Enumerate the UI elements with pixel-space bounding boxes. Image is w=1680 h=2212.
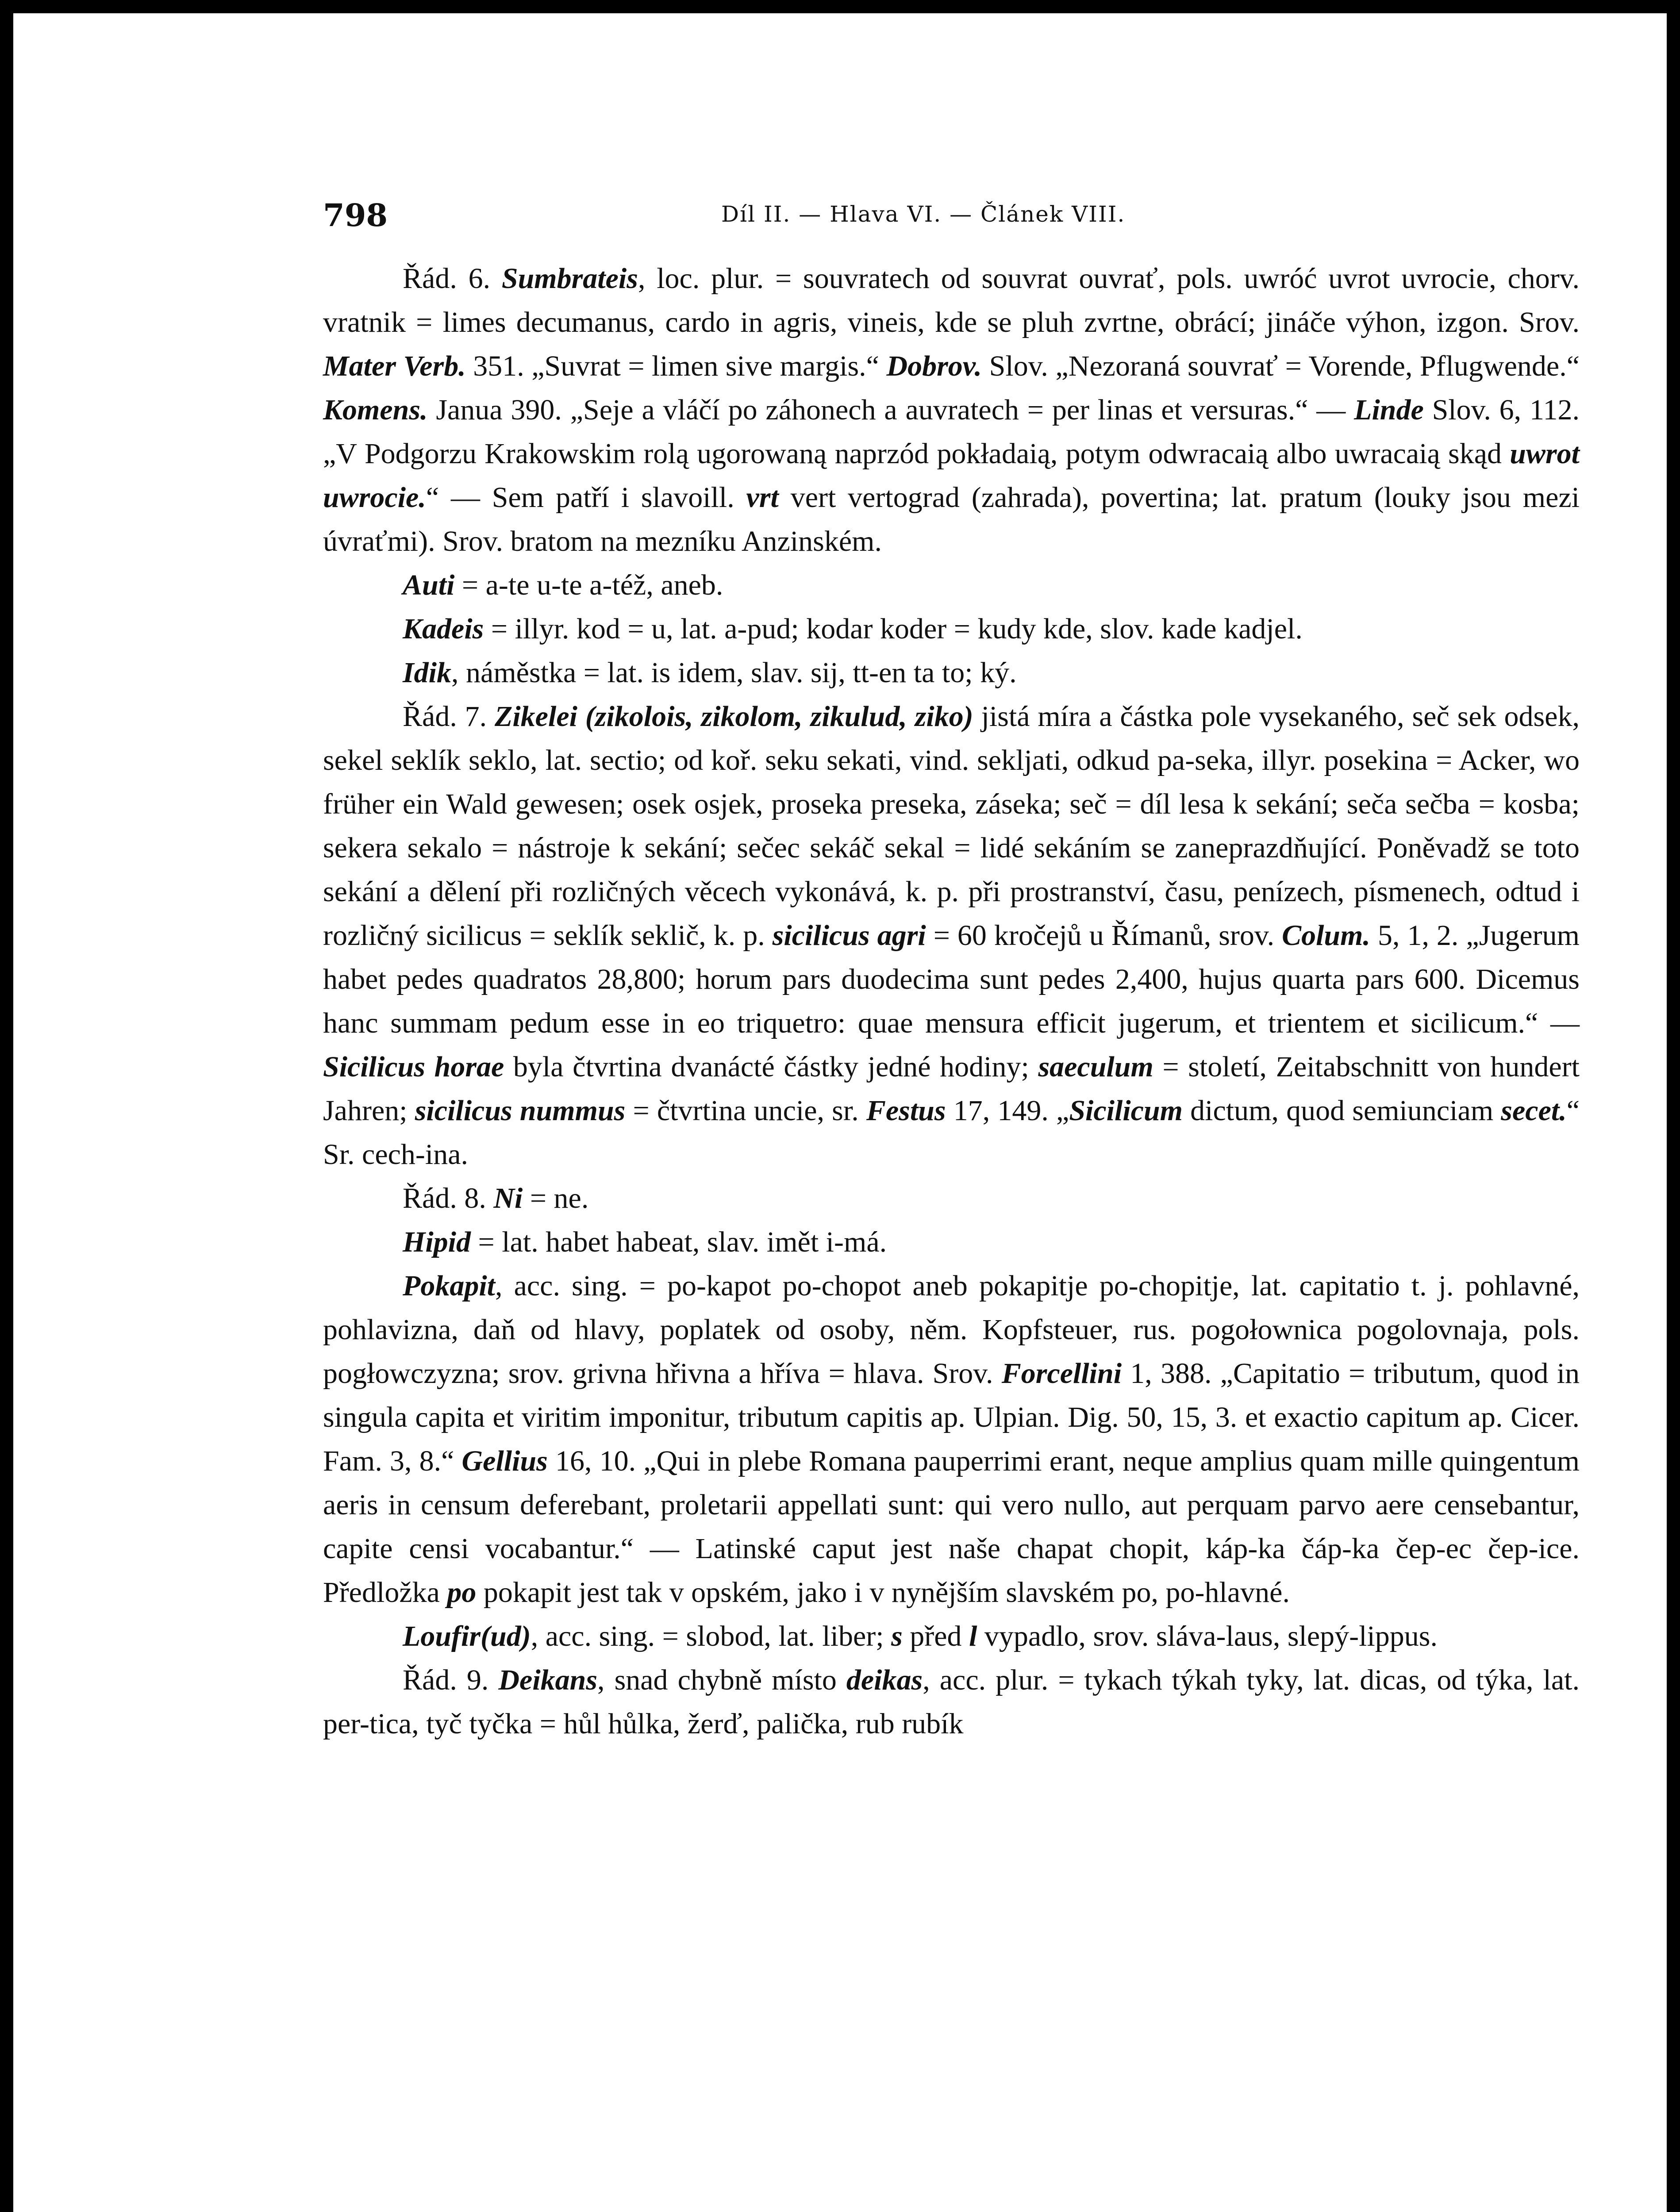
italic-term: saeculum [1038,1051,1153,1083]
italic-term: Sicilicum [1069,1094,1183,1127]
text-run: , loc. plur. = souvratech od souvrat ouvrať, pols. uwróć uvrot uvrocie, chorv. vratnik = limes decumanus, cardo in agris, vineis, kde se pluh zvrtne, obrácí; jináče výhon, izgon. Srov. [323,262,1580,338]
paragraph [323,651,1580,695]
italic-term: sicilicus agri [772,919,926,952]
italic-term: s [891,1620,903,1652]
text-run: Janua 390. „Seje a vláčí po záhonech a auvratech = per linas et versuras.“ — [427,394,1354,426]
italic-term: Linde [1354,394,1424,426]
text-run: , snad chybně místo [597,1664,846,1696]
text-run: vypadlo, srov. sláva-laus, slepý-lippus. [977,1620,1438,1652]
text-run: 351. „Suvrat = limen sive margis.“ [465,350,887,382]
text-run: = lat. habet habeat, slav. imět i-má. [471,1226,887,1258]
italic-term: Gellius [461,1445,548,1477]
text-run: jistá míra a částka pole vysekaného, seč sek odsek, sekel seklík seklo, lat. sectio; od koř. seku sekati, vind. sekljati, odkud pa-seka, illyr. posekina = Acker, wo früher ein Wald gewesen; osek osjek, proseka preseka, záseka; seč = díl lesa k sekání; seča sečba = kosba; sekera sekalo = nástroje k sekání; sečec sekáč sekal = lidé sekáním se zaneprazdňující. Poněvadž se toto sekání a dělení při rozličných věcech vykonává, k. p. při prostranství, času, penízech, písmenech, odtud i rozličný sicilicus = seklík seklič, k. p. [323,700,1580,952]
paragraph [323,1264,1580,1614]
italic-term: Dobrov. [886,350,982,382]
text-run: Řád. 8. [403,1182,494,1214]
paragraph [323,695,1580,1176]
italic-term: Sicilicus horae [323,1051,504,1083]
italic-term: po [447,1576,477,1609]
page-number: 798 [323,197,388,234]
italic-term: Pokapit [403,1270,495,1302]
paragraph [323,1176,1580,1220]
italic-term: Zikelei (zikolois, zikolom, zikulud, ziko) [495,700,973,733]
paragraph [323,1220,1580,1264]
text-run: , acc. sing. = slobod, lat. liber; [531,1620,892,1652]
text-run: , acc. plur. = tykach týkah tyky, lat. dicas, od týka, lat. per-tica, tyč tyčka = hůl hůlka, žerď, palička, rub rubík [323,1664,1580,1740]
text-run: , náměstka = lat. is idem, slav. sij, tt-en ta to; ký. [451,657,1017,689]
text-run: = čtvrtina uncie, sr. [625,1094,866,1127]
italic-term: Auti [403,569,455,601]
text-run: Slov. 6, 112. „V Podgorzu Krakowskim rolą ugorowaną naprzód pokładaią, potym odwracaią albo uwracaią skąd [323,394,1580,470]
text-run: = 60 kročejů u Římanů, srov. [926,919,1282,952]
paragraph [323,1614,1580,1658]
text-run: vert vertograd (zahrada), povertina; lat. pratum (louky jsou mezi úvraťmi). Srov. bratom na mezníku Anzinském. [323,481,1580,557]
text-run: Řád. 9. [403,1664,499,1696]
text-run: = století, Zeitabschnitt von hundert Jahren; [323,1051,1580,1127]
italic-term: deikas [846,1664,923,1696]
italic-term: Deikans [498,1664,598,1696]
text-run: byla čtvrtina dvanácté částky jedné hodiny; [504,1051,1038,1083]
text-run: Slov. „Nezoraná souvrať = Vorende, Pflugwende.“ [982,350,1580,382]
page-header [323,197,1580,237]
paragraph [323,563,1580,607]
text-run: = illyr. kod = u, lat. a-pud; kodar koder = kudy kde, slov. kade kadjel. [484,613,1303,645]
text-run: = a-te u-te a-též, aneb. [454,569,723,601]
text-run: pokapit jest tak v opském, jako i v nynějším slavském po, po-hlavné. [476,1576,1290,1609]
italic-term: Forcellini [1001,1357,1122,1390]
italic-term: Kadeis [403,613,484,645]
italic-term: Hipid [403,1226,471,1258]
italic-term: Komens. [323,394,428,426]
italic-term: Loufir(ud) [403,1620,531,1652]
italic-term: Sumbrateis [501,262,638,295]
italic-term: secet. [1501,1094,1567,1127]
italic-term: Idik [403,657,452,689]
italic-term: Colum. [1282,919,1370,952]
text-run: 16, 10. „Qui in plebe Romana pauperrimi erant, neque amplius quam mille quingentum aeris in censum deferebant, proletarii appellati sunt: qui vero nullo, aut perquam parvo aere censebantur, capite censi vocabantur.“ — Latinské caput jest naše chapat chopit, káp-ka čáp-ka čep-ec čep-ice. Předložka [323,1445,1580,1609]
text-run: 1, 388. „Capitatio = tributum, quod in singula capita et viritim imponitur, tributum capitis ap. Ulpian. Dig. 50, 15, 3. et exactio capitum ap. Cicer. Fam. 3, 8.“ [323,1357,1580,1477]
text-run: , acc. sing. = po-kapot po-chopot aneb pokapitje po-chopitje, lat. capitatio t. j. pohlavné, pohlavizna, daň od hlavy, poplatek od osoby, něm. Kopfsteuer, rus. pogołownica pogolovnaja, pols. pogłowczyzna; srov. grivna hřivna a hříva = hlava. Srov. [323,1270,1580,1390]
text-run: dictum, quod semiunciam [1183,1094,1501,1127]
paragraph [323,607,1580,651]
italic-term: Mater Verb. [323,350,466,382]
text-run: Řád. 6. [403,262,502,295]
scanned-page [13,13,1667,2212]
text-run: 5, 1, 2. „Jugerum habet pedes quadratos 28,800; horum pars duodecima sunt pedes 2,400, hujus quarta pars 600. Dicemus hanc summam pedum esse in eo triquetro: quae mensura efficit jugerum, et trientem et sicilicum.“ — [323,919,1580,1039]
body-text [323,257,1580,1746]
italic-term: Festus [866,1094,946,1127]
running-head: Díl II. — Hlava VI. — Článek VIII. [721,201,1126,227]
text-run: = ne. [523,1182,589,1214]
text-run: “ — Sem patří i slavoill. [426,481,746,514]
paragraph [323,257,1580,563]
paragraph [323,1658,1580,1746]
italic-term: Ni [493,1182,523,1214]
text-run: “ Sr. cech-ina. [323,1094,1580,1171]
italic-term: l [969,1620,977,1652]
italic-term: uwrot uwrocie. [323,438,1580,514]
text-run: před [902,1620,969,1652]
text-run: Řád. 7. [403,700,495,733]
italic-term: vrt [746,481,779,514]
text-run: 17, 149. „ [946,1094,1069,1127]
italic-term: sicilicus nummus [415,1094,626,1127]
